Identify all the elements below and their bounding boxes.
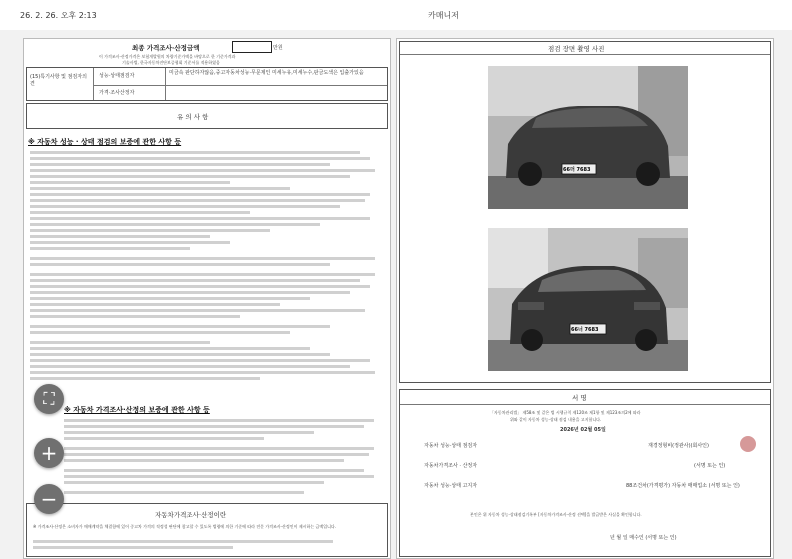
- appraisal-definition-text: ※ 가격조사·산정은 소비자가 매매계약을 체결함에 있어 중고차 가격의 적정성 판단에 참고할 수 있도록 법령에 의한 기준에 따라 전문 가격조사·산정인이 제시하는 금액입니다.: [33, 524, 337, 529]
- section-inspection-warranty: ※ 자동차 성능 · 상태 점검의 보증에 관한 사항 등: [28, 138, 182, 146]
- browser-header: [0, 0, 792, 30]
- notifier-sign-label: 자동차 성능·상태 고지자: [424, 483, 478, 489]
- zoom-in-button[interactable]: +: [34, 438, 64, 468]
- price-unit: 만원: [273, 45, 283, 51]
- inspector-label: 성능·상태점검자: [99, 73, 135, 79]
- rear-car-illustration: [488, 228, 688, 371]
- rear-plate: 66너 7683: [571, 327, 599, 333]
- photo-section: [399, 41, 771, 383]
- rear-car-photo: [488, 228, 688, 371]
- expand-button[interactable]: ⛶: [34, 384, 64, 414]
- notifier-sign-value: 88조건차(가격평가) 자동차 매매업소 (서명 또는 인): [626, 483, 740, 489]
- inspection-record-page: [23, 38, 391, 559]
- zoom-out-button[interactable]: −: [34, 484, 64, 514]
- front-car-illustration: [488, 66, 688, 209]
- final-price-title: 최종 가격조사·산정금액: [132, 44, 200, 52]
- inspector-sign-label: 자동차 성능·상태 점검자: [424, 443, 478, 449]
- signature-legal-1: 「자동차관리법」 제58조 및 같은 법 시행규칙 제120조 제1항 및 제123조의2에 따라: [490, 410, 641, 415]
- appraisal-definition-title: 자동차가격조사·산정이란: [155, 511, 227, 519]
- remarks-table: [26, 67, 388, 101]
- signature-section: [399, 389, 771, 557]
- page-title: 카매니저: [428, 11, 459, 20]
- photo-and-signature-page: [396, 38, 774, 559]
- price-note-2: 기술사법, 한국자동차진단보증협회 기준서를 적용하였음: [122, 60, 220, 65]
- appraisal-definition-box: [26, 503, 388, 557]
- appraiser-sign-value: (서명 또는 인): [694, 463, 726, 469]
- appraiser-sign-label: 자동차가격조사 · 산정자: [424, 463, 478, 469]
- inspector-remark: 미금속 판단하자않음,중고자동차성능·무문제인 미세누유,미세누수,판금도색은 입출가있음: [169, 70, 364, 76]
- appraiser-label: 가격·조사산정자: [99, 90, 135, 96]
- remarks-label: (15)특기사항 및 점검자의견: [30, 74, 87, 87]
- timestamp: 26. 2. 26. 오후 2:13: [20, 11, 97, 20]
- section-price-warranty: ※ 자동차 가격조사·산정의 보증에 관한 사항 등: [64, 406, 210, 414]
- front-plate: 66더 7683: [563, 167, 591, 173]
- buyer-sign-line: 년 월 일 매수인 (서명 또는 인): [610, 535, 677, 541]
- buyer-confirm-text: 본인은 위 자동차 성능·상태점검기록부 [자동차가격조사·산정 선택]을 발급받은 사실을 확인합니다.: [470, 512, 642, 517]
- inspection-warranty-body: [30, 149, 382, 419]
- inspector-sign-value: 재경정형비(정관사)(회사인): [648, 443, 709, 449]
- signature-title: 서 명: [572, 394, 587, 402]
- seal-stamp: [740, 436, 756, 452]
- price-digit-boxes: [232, 41, 272, 53]
- notice-header-box: [26, 103, 388, 129]
- signature-date: 2026년 02월 05일: [560, 427, 606, 433]
- photo-section-title: 점검 장면 촬영 사진: [548, 45, 605, 53]
- front-car-photo: [488, 66, 688, 209]
- signature-legal-2: 위와 같이 자동차 성능·상태 점검 내용을 고지합니다.: [510, 417, 602, 422]
- notice-title: 유 의 사 항: [177, 113, 209, 121]
- price-note-1: 이 가격조사·산정가격은 보험개발원의 차량기준가액을 바탕으로 한 기준가격과: [99, 54, 236, 59]
